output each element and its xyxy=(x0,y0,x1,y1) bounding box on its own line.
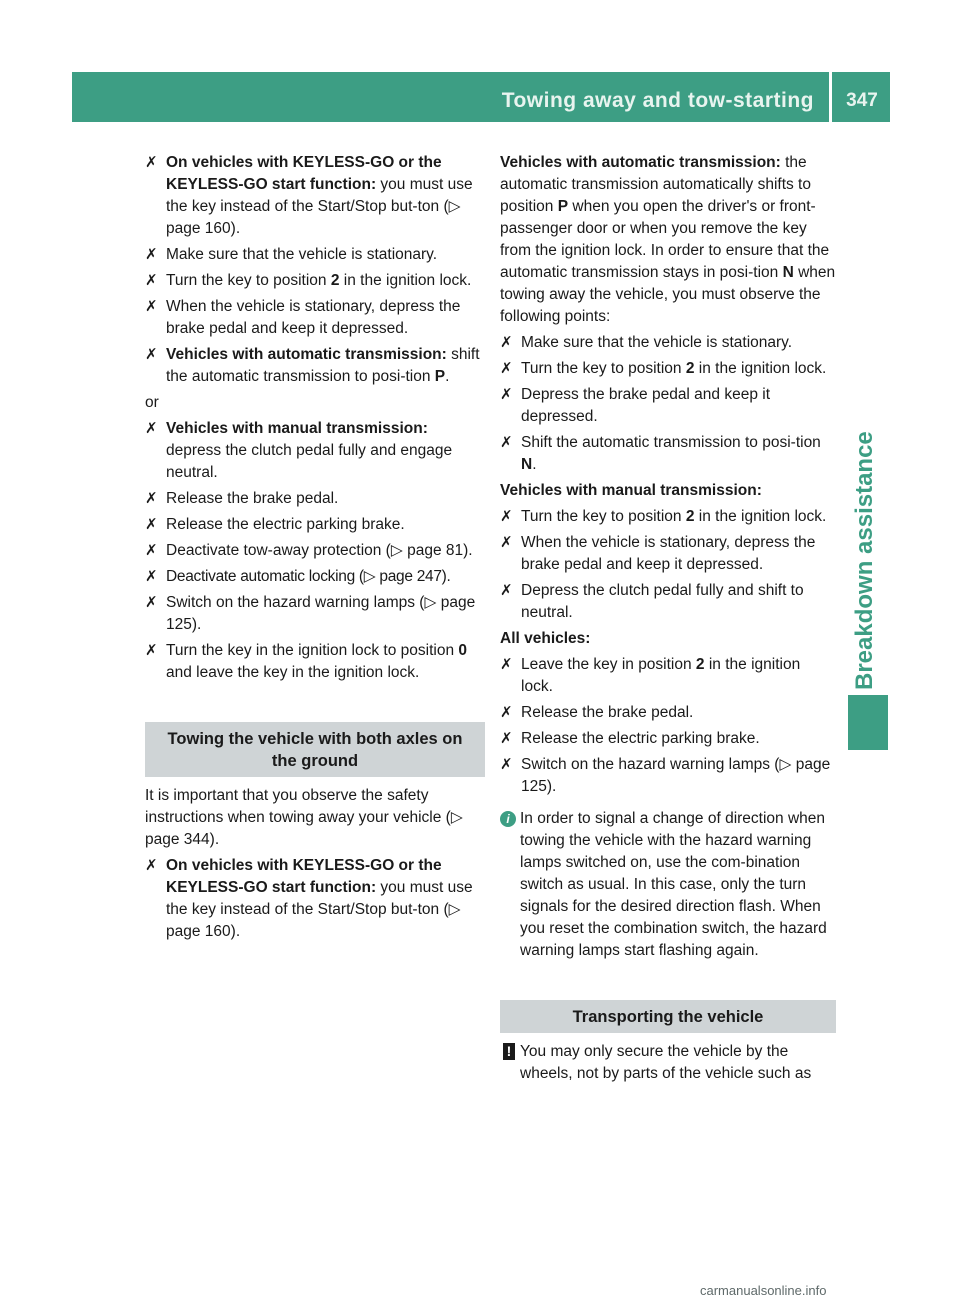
section-heading: Transporting the vehicle xyxy=(500,1000,836,1033)
arrow-ref-icon: ▷ xyxy=(390,542,408,559)
list-item xyxy=(500,506,836,528)
item-text: Deactivate tow-away protection ( xyxy=(166,542,391,559)
list-item xyxy=(500,654,836,698)
arrow-icon: ✗ xyxy=(145,346,158,363)
list-item xyxy=(145,566,485,588)
list-item xyxy=(145,244,485,266)
item-text: and leave the key in the ignition lock. xyxy=(166,664,420,681)
list-item xyxy=(500,332,836,354)
item-text: Switch on the hazard warning lamps ( xyxy=(166,594,425,611)
item-text: in the ignition lock. xyxy=(694,508,827,525)
list-item xyxy=(500,702,836,724)
item-text: depress the clutch pedal fully and engage neutral. xyxy=(166,442,453,481)
item-bold-text: On vehicles with KEYLESS-GO or the KEYLESS-GO start function: xyxy=(166,154,442,193)
item-text: ). xyxy=(441,568,451,585)
item-text: Leave the key in position xyxy=(521,656,696,673)
list-item xyxy=(145,152,485,240)
item-text: Make sure that the vehicle is stationary. xyxy=(166,246,438,263)
list-item xyxy=(500,384,836,428)
list-item xyxy=(500,728,836,750)
paragraph-text: ). xyxy=(209,831,220,848)
item-text: in the ignition lock. xyxy=(339,272,472,289)
position-value: 2 xyxy=(685,508,695,525)
arrow-icon: ✗ xyxy=(500,656,513,673)
position-value: P xyxy=(434,368,446,385)
item-text: Make sure that the vehicle is stationary. xyxy=(521,334,793,351)
list-item xyxy=(500,358,836,380)
or-text: or xyxy=(145,394,159,411)
header-divider xyxy=(829,72,832,122)
item-text: ). xyxy=(230,923,241,940)
item-text: When the vehicle is stationary, depress the brake pedal and keep it depressed. xyxy=(521,534,816,573)
item-text: ). xyxy=(191,616,202,633)
list-item xyxy=(145,488,485,510)
arrow-icon: ✗ xyxy=(145,516,158,533)
list-item xyxy=(145,344,485,388)
paragraph-bold-text: Vehicles with automatic transmission: xyxy=(500,154,781,171)
arrow-icon: ✗ xyxy=(145,542,158,559)
arrow-icon: ✗ xyxy=(500,730,513,747)
item-text: ). xyxy=(230,220,241,237)
item-text: . xyxy=(445,368,450,385)
item-text: Deactivate automatic locking ( xyxy=(166,568,364,585)
warning-text: You may only secure the vehicle by the wheels, not by parts of the vehicle such as xyxy=(520,1043,812,1082)
arrow-icon: ✗ xyxy=(145,420,158,437)
item-text: ). xyxy=(463,542,473,559)
item-text: Switch on the hazard warning lamps ( xyxy=(521,756,780,773)
header-bar xyxy=(72,72,890,122)
item-text: Turn the key to position xyxy=(166,272,331,289)
item-text: Depress the brake pedal and keep it depressed. xyxy=(521,386,771,425)
list-item xyxy=(500,532,836,576)
arrow-icon: ✗ xyxy=(500,534,513,551)
arrow-icon: ✗ xyxy=(500,360,513,377)
list-item xyxy=(145,296,485,340)
arrow-icon: ✗ xyxy=(145,568,158,585)
position-value: 2 xyxy=(685,360,695,377)
paragraph-text: the automatic transmission automatically shifts to position xyxy=(500,154,811,215)
item-text: Turn the key in the ignition lock to position xyxy=(166,642,459,659)
info-note xyxy=(500,808,836,962)
paragraph-text: when towing away the vehicle, you must observe the following points: xyxy=(500,264,836,325)
arrow-icon: ✗ xyxy=(500,334,513,351)
arrow-ref-icon: ▷ xyxy=(779,756,796,773)
position-value: P xyxy=(557,198,569,215)
page-ref-link[interactable]: page 344 xyxy=(145,831,210,848)
item-text: in the ignition lock. xyxy=(521,656,801,695)
list-item xyxy=(500,432,836,476)
arrow-icon: ✗ xyxy=(500,582,513,599)
page-ref-link[interactable]: page 125 xyxy=(521,756,831,795)
watermark: carmanualsonline.info xyxy=(700,1283,827,1298)
side-tab-marker xyxy=(848,695,888,750)
item-text: . xyxy=(532,456,537,473)
spacer xyxy=(500,966,836,1000)
page-number: 347 xyxy=(846,90,878,111)
item-text: Depress the clutch pedal fully and shift to neutral. xyxy=(521,582,804,621)
position-value: 2 xyxy=(330,272,340,289)
arrow-icon: ✗ xyxy=(500,508,513,525)
warning-icon: ! xyxy=(503,1043,515,1060)
info-text: In order to signal a change of direction when towing the vehicle with the hazard warning lamps switched on, use the com-bination switch as usual. In this case, only the turn signals for the desired direction flash. When you reset the combination switch, the hazard warning lamps start flashing again. xyxy=(520,810,827,959)
position-value: 0 xyxy=(458,642,467,659)
paragraph-text: It is important that you observe the safety instructions when towing away your vehicle ( xyxy=(145,787,451,826)
side-section-label: Breakdown assistance xyxy=(851,431,878,690)
arrow-icon: ✗ xyxy=(145,246,158,263)
subheading-manual: Vehicles with manual transmission: xyxy=(500,482,762,499)
page-ref-link[interactable]: page 81 xyxy=(407,542,464,559)
item-text: Release the brake pedal. xyxy=(166,490,339,507)
arrow-ref-icon: ▷ xyxy=(448,198,461,215)
page-title: Towing away and tow-starting xyxy=(501,89,814,112)
arrow-icon: ✗ xyxy=(145,490,158,507)
item-text: Release the brake pedal. xyxy=(521,704,694,721)
arrow-ref-icon: ▷ xyxy=(424,594,441,611)
list-item xyxy=(500,580,836,624)
position-value: N xyxy=(782,264,794,281)
item-text: in the ignition lock. xyxy=(694,360,827,377)
arrow-icon: ✗ xyxy=(145,594,158,611)
arrow-icon: ✗ xyxy=(145,857,158,874)
item-text: Turn the key to position xyxy=(521,360,686,377)
paragraph xyxy=(500,152,836,328)
page-ref-link[interactable]: page 160 xyxy=(166,923,231,940)
info-icon: i xyxy=(500,811,516,827)
arrow-icon: ✗ xyxy=(145,642,158,659)
page-ref-link[interactable]: page 247 xyxy=(379,568,442,585)
item-text: Release the electric parking brake. xyxy=(166,516,405,533)
list-item xyxy=(145,270,485,292)
item-bold-text: On vehicles with KEYLESS-GO or the KEYLESS-GO start function: xyxy=(166,857,442,896)
arrow-icon: ✗ xyxy=(145,154,158,171)
list-item xyxy=(145,855,485,943)
arrow-icon: ✗ xyxy=(500,434,513,451)
arrow-ref-icon: ▷ xyxy=(363,568,380,585)
warning-note xyxy=(500,1041,836,1085)
list-item xyxy=(145,540,485,562)
item-text: you must use the key instead of the Start/Stop but-ton ( xyxy=(166,176,473,215)
item-text: Release the electric parking brake. xyxy=(521,730,760,747)
position-value: 2 xyxy=(695,656,705,673)
item-text: ). xyxy=(546,778,557,795)
paragraph-text: when you open the driver's or front-passenger door or when you remove the key from the ignition lock. In order to ensure that the automatic transmission stays in posi-tion xyxy=(500,198,830,281)
arrow-icon: ✗ xyxy=(145,298,158,315)
item-text: shift the automatic transmission to posi-tion xyxy=(166,346,480,385)
right-column xyxy=(500,152,836,1089)
arrow-icon: ✗ xyxy=(500,756,513,773)
list-item xyxy=(500,754,836,798)
list-item xyxy=(145,418,485,484)
position-value: N xyxy=(521,456,533,473)
item-text: Turn the key to position xyxy=(521,508,686,525)
list-item xyxy=(145,514,485,536)
list-item xyxy=(145,640,485,684)
item-text: Shift the automatic transmission to posi-tion xyxy=(521,434,821,451)
subheading-all: All vehicles: xyxy=(500,630,591,647)
page-ref-link[interactable]: page 125 xyxy=(166,594,476,633)
item-text: you must use the key instead of the Start/Stop but-ton ( xyxy=(166,879,473,918)
item-bold-text: Vehicles with manual transmission: xyxy=(166,420,428,437)
left-column xyxy=(145,152,485,947)
arrow-icon: ✗ xyxy=(500,704,513,721)
arrow-ref-icon: ▷ xyxy=(448,901,461,918)
page-ref-link[interactable]: page 160 xyxy=(166,220,231,237)
item-bold-text: Vehicles with automatic transmission: xyxy=(166,346,447,363)
item-text: When the vehicle is stationary, depress the brake pedal and keep it depressed. xyxy=(166,298,461,337)
list-item xyxy=(145,592,485,636)
arrow-icon: ✗ xyxy=(145,272,158,289)
paragraph xyxy=(145,785,485,851)
spacer xyxy=(145,688,485,722)
arrow-ref-icon: ▷ xyxy=(450,809,463,826)
section-heading: Towing the vehicle with both axles on the ground xyxy=(145,722,485,777)
arrow-icon: ✗ xyxy=(500,386,513,403)
